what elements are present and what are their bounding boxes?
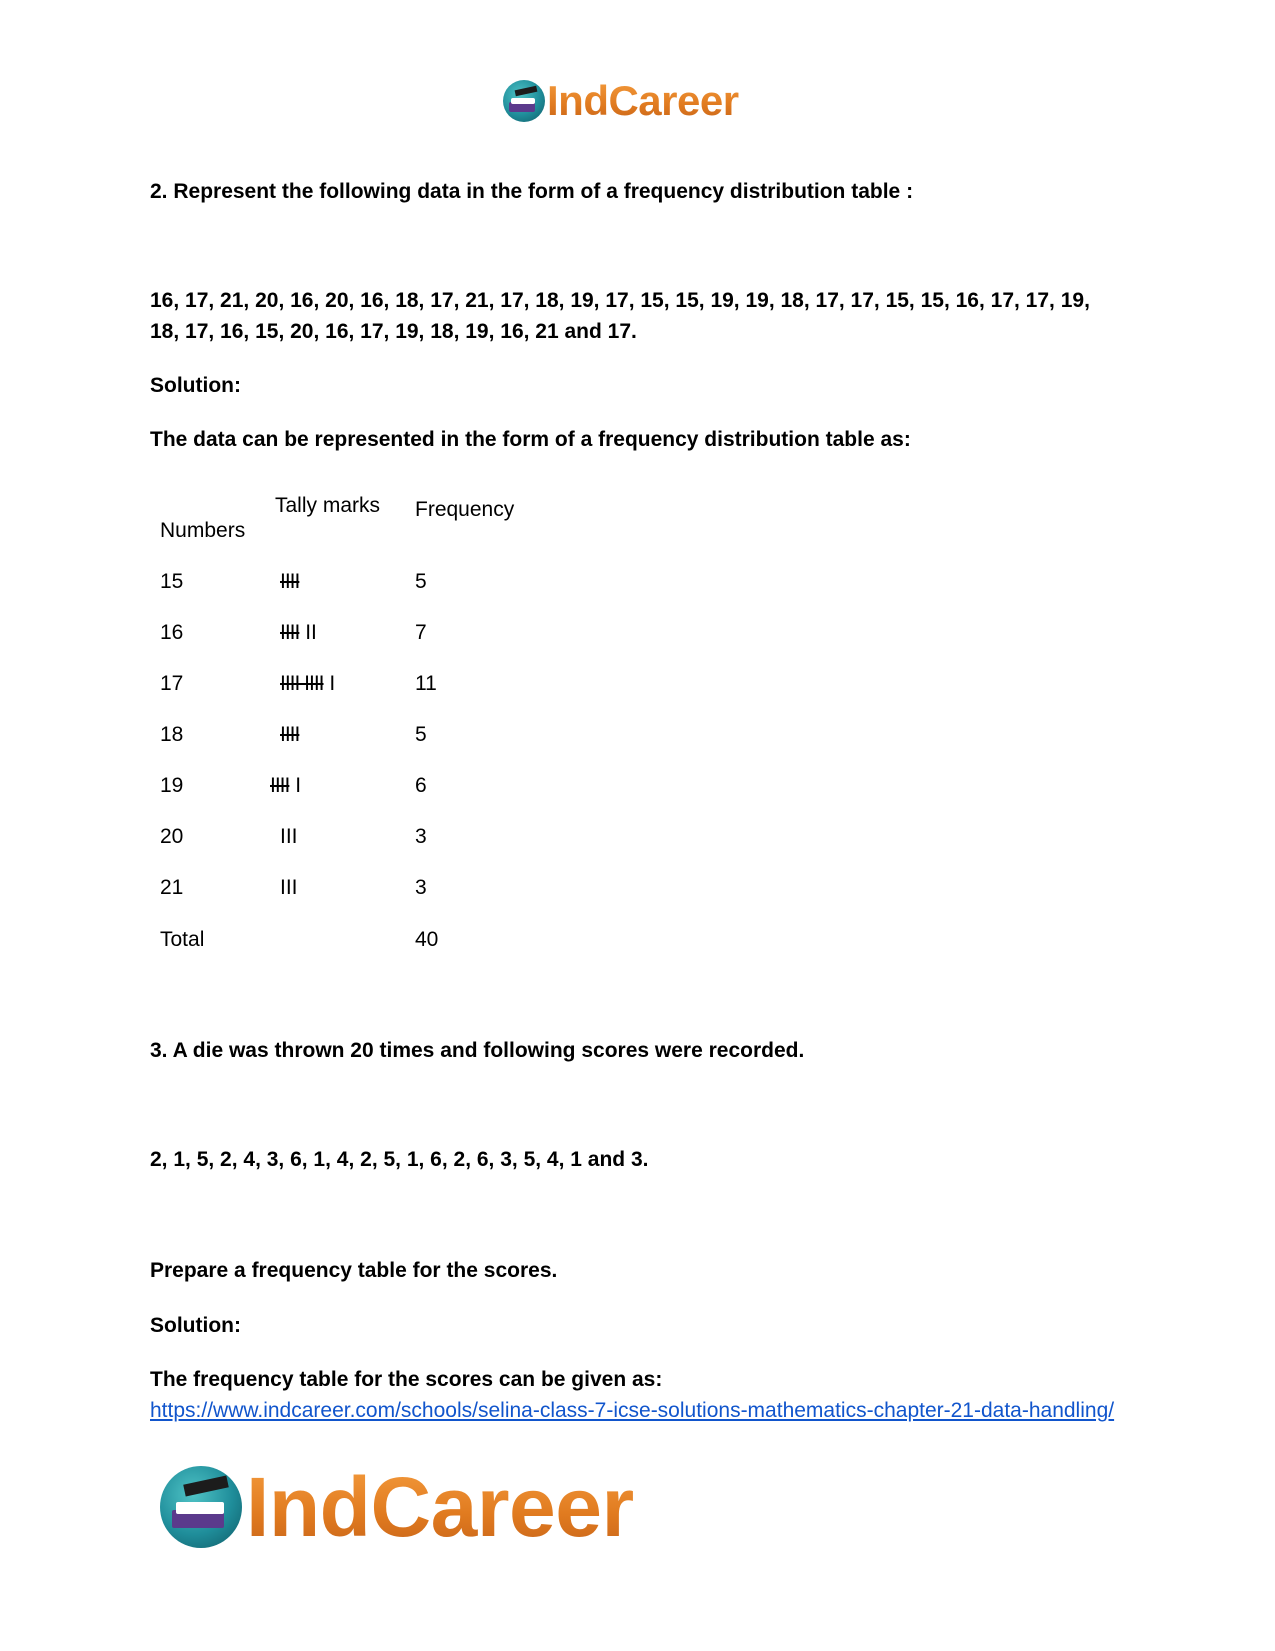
row-tally: IIII II xyxy=(280,621,317,644)
row-number: 15 xyxy=(160,570,184,593)
total-label: Total xyxy=(160,928,205,951)
question-3-prompt: Prepare a frequency table for the scores. xyxy=(150,1259,558,1282)
question-2-data: 16, 17, 21, 20, 16, 20, 16, 18, 17, 21, 17, 18, 19, 17, 15, 15, 19, 19, 18, 17, 17, 15, 15, 16, 17, 17, 19, 18, 17, 16, 15, 20, 16, 17, 19, 18, 19, 16, 21 and 17. xyxy=(150,289,1090,343)
indcareer-logo-bottom xyxy=(160,1460,634,1554)
row-number: 17 xyxy=(160,672,184,695)
total-frequency: 40 xyxy=(415,928,439,951)
row-number: 20 xyxy=(160,825,184,848)
table-row xyxy=(150,621,750,661)
header-frequency: Frequency xyxy=(415,498,515,521)
row-number: 18 xyxy=(160,723,184,746)
solution-label-1: Solution: xyxy=(150,374,241,397)
indcareer-logo-top xyxy=(503,77,739,124)
question-2-title: 2. Represent the following data in the form of a frequency distribution table : xyxy=(150,180,914,203)
row-frequency: 5 xyxy=(415,570,427,593)
graduation-book-icon xyxy=(503,80,545,122)
row-frequency: 3 xyxy=(415,876,427,899)
header-tally: Tally marks xyxy=(275,494,381,517)
table-total-row xyxy=(150,928,750,968)
header-numbers: Numbers xyxy=(160,519,246,542)
logo-wordmark: IndCareer xyxy=(547,77,739,124)
table-row xyxy=(150,672,750,712)
table-row xyxy=(150,570,750,610)
row-tally: III xyxy=(280,876,298,899)
table-row xyxy=(150,876,750,916)
row-frequency: 3 xyxy=(415,825,427,848)
row-tally: IIII I xyxy=(270,774,302,797)
solution-answer-intro: The frequency table for the scores can be given as: xyxy=(150,1368,663,1391)
row-tally: IIII xyxy=(280,723,300,746)
row-frequency: 6 xyxy=(415,774,427,797)
question-3-title: 3. A die was thrown 20 times and following scores were recorded. xyxy=(150,1039,805,1062)
row-number: 19 xyxy=(160,774,184,797)
row-number: 21 xyxy=(160,876,184,899)
row-number: 16 xyxy=(160,621,184,644)
logo-wordmark: IndCareer xyxy=(246,1460,634,1554)
table-row xyxy=(150,774,750,814)
solution-label-2: Solution: xyxy=(150,1314,241,1337)
table-row xyxy=(150,825,750,865)
solution-intro: The data can be represented in the form of a frequency distribution table as: xyxy=(150,428,911,451)
solution-link[interactable]: https://www.indcareer.com/schools/selina-class-7-icse-solutions-mathematics-chapter-21-data-handling/ xyxy=(150,1399,1115,1422)
row-frequency: 7 xyxy=(415,621,427,644)
row-tally: IIII IIII I xyxy=(280,672,336,695)
row-frequency: 5 xyxy=(415,723,427,746)
row-frequency: 11 xyxy=(415,672,437,695)
table-header xyxy=(150,494,750,574)
question-3-data: 2, 1, 5, 2, 4, 3, 6, 1, 4, 2, 5, 1, 6, 2, 6, 3, 5, 4, 1 and 3. xyxy=(150,1148,649,1171)
table-row xyxy=(150,723,750,763)
graduation-book-icon xyxy=(160,1466,242,1548)
row-tally: IIII xyxy=(280,570,300,593)
row-tally: III xyxy=(280,825,298,848)
